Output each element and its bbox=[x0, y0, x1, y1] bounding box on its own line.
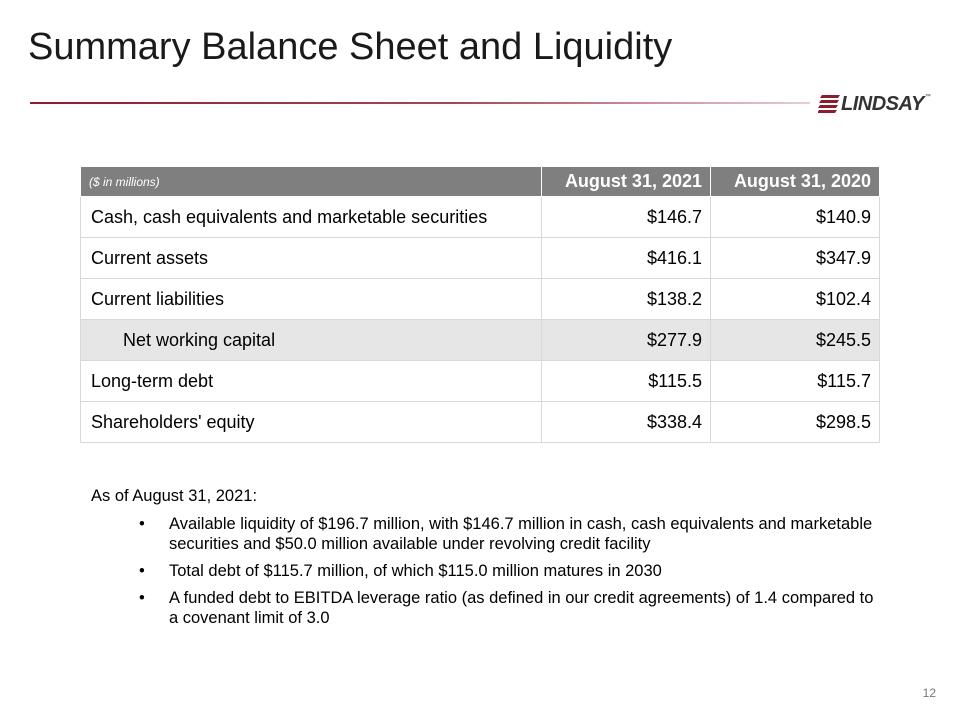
row-value-2021: $146.7 bbox=[542, 197, 711, 238]
list-item-text: Total debt of $115.7 million, of which $115.0 million matures in 2030 bbox=[169, 562, 662, 580]
bullet-icon: • bbox=[139, 562, 145, 580]
row-label: Cash, cash equivalents and marketable securities bbox=[81, 197, 542, 238]
row-value-2020: $140.9 bbox=[711, 197, 880, 238]
table-header-row bbox=[81, 167, 880, 197]
row-value-2020: $245.5 bbox=[711, 320, 880, 361]
row-label: Shareholders' equity bbox=[81, 402, 542, 443]
row-value-2021: $115.5 bbox=[542, 361, 711, 402]
list-item bbox=[91, 588, 881, 628]
row-label: Long-term debt bbox=[81, 361, 542, 402]
table-row bbox=[81, 402, 880, 443]
table-row bbox=[81, 238, 880, 279]
balance-sheet-table bbox=[80, 166, 880, 443]
row-value-2020: $115.7 bbox=[711, 361, 880, 402]
row-value-2020: $102.4 bbox=[711, 279, 880, 320]
column-header-2020: August 31, 2020 bbox=[711, 167, 880, 197]
liquidity-notes bbox=[91, 487, 881, 635]
row-label: Current assets bbox=[81, 238, 542, 279]
page-title: Summary Balance Sheet and Liquidity bbox=[28, 26, 673, 68]
logo-trademark: ™ bbox=[924, 94, 931, 100]
logo-text: LINDSAY bbox=[841, 93, 924, 115]
notes-intro: As of August 31, 2021: bbox=[91, 487, 258, 505]
row-value-2021: $277.9 bbox=[542, 320, 711, 361]
table-row-subtotal bbox=[81, 320, 880, 361]
row-value-2021: $138.2 bbox=[542, 279, 711, 320]
row-value-2020: $298.5 bbox=[711, 402, 880, 443]
table-row bbox=[81, 279, 880, 320]
list-item-text: A funded debt to EBITDA leverage ratio (as defined in our credit agreements) of 1.4 compared to a covenant limit of 3.0 bbox=[169, 589, 874, 627]
row-value-2021: $338.4 bbox=[542, 402, 711, 443]
list-item bbox=[91, 514, 881, 554]
title-divider bbox=[30, 102, 810, 104]
row-value-2020: $347.9 bbox=[711, 238, 880, 279]
column-header-2021: August 31, 2021 bbox=[542, 167, 711, 197]
notes-list bbox=[91, 514, 881, 628]
page-number: 12 bbox=[922, 686, 936, 700]
bullet-icon: • bbox=[139, 515, 145, 533]
row-label: Current liabilities bbox=[81, 279, 542, 320]
table-row bbox=[81, 361, 880, 402]
logo-stripes-icon bbox=[818, 95, 840, 113]
bullet-icon: • bbox=[139, 589, 145, 607]
row-value-2021: $416.1 bbox=[542, 238, 711, 279]
list-item-text: Available liquidity of $196.7 million, with $146.7 million in cash, cash equivalents and marketable securities and $50.0 million available under revolving credit facility bbox=[169, 515, 873, 553]
list-item bbox=[91, 561, 881, 581]
units-label: ($ in millions) bbox=[81, 167, 542, 197]
lindsay-logo bbox=[818, 94, 931, 114]
table-row bbox=[81, 197, 880, 238]
row-label: Net working capital bbox=[81, 320, 542, 361]
